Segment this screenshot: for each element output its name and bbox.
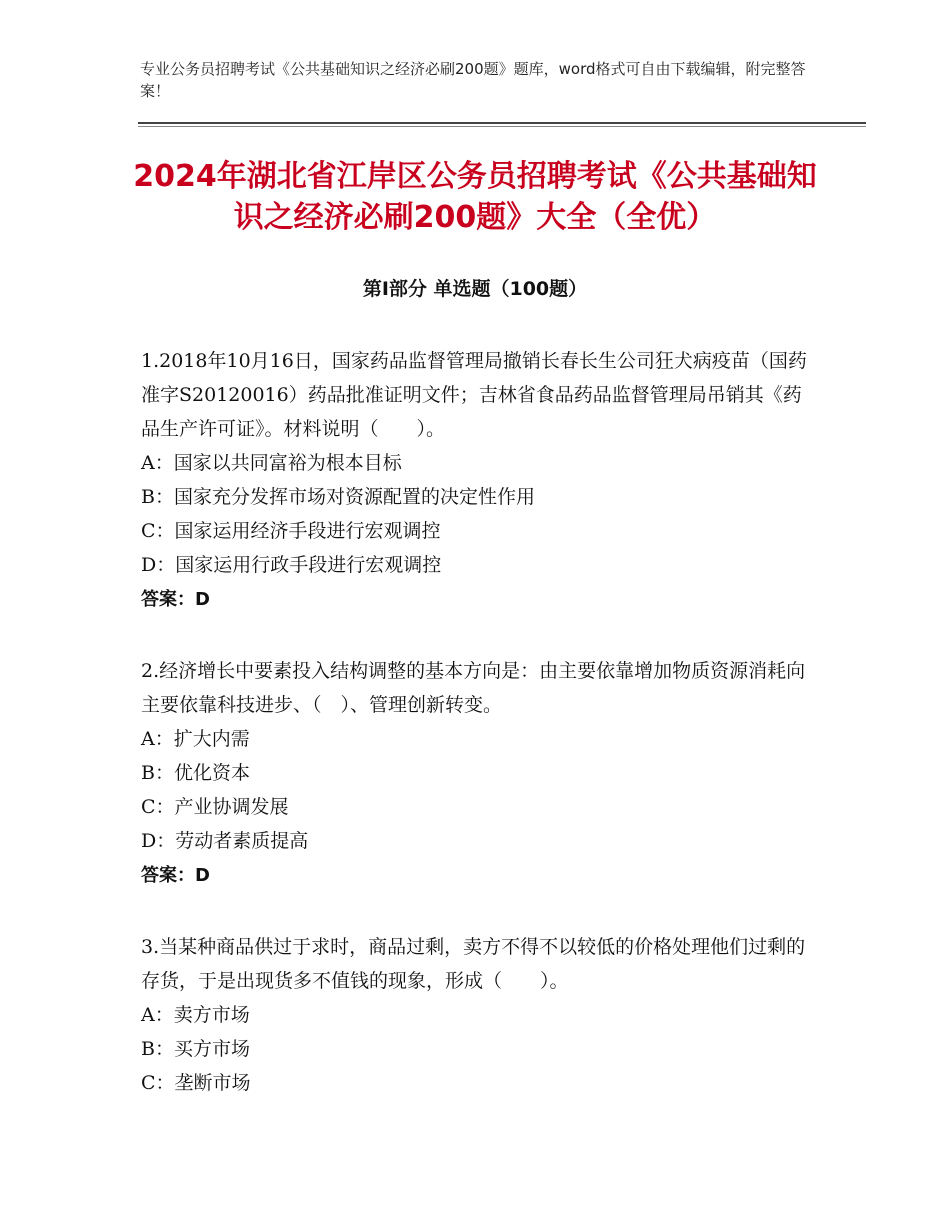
header-note: 专业公务员招聘考试《公共基础知识之经济必刷200题》题库，word格式可自由下载编辑，附完整答案！ — [140, 60, 806, 100]
option-c: C：国家运用经济手段进行宏观调控 — [141, 520, 441, 542]
question-2 — [141, 654, 811, 894]
option-d: D：劳动者素质提高 — [141, 830, 309, 852]
option-b: B：国家充分发挥市场对资源配置的决定性作用 — [141, 486, 535, 508]
header-divider-thin — [138, 126, 866, 127]
question-1 — [141, 344, 811, 618]
option-b: B：优化资本 — [141, 762, 250, 784]
question-list — [141, 344, 811, 1136]
answer: 答案：D — [141, 865, 210, 886]
question-stem: 2.经济增长中要素投入结构调整的基本方向是：由主要依靠增加物质资源消耗向主要依靠科技进步、（ ）、管理创新转变。 — [141, 660, 806, 716]
header-divider-thick — [138, 122, 866, 124]
option-a: A：扩大内需 — [141, 728, 250, 750]
option-d: D：国家运用行政手段进行宏观调控 — [141, 554, 442, 576]
document-title: 2024年湖北省江岸区公务员招聘考试《公共基础知识之经济必刷200题》大全（全优） — [133, 159, 817, 235]
section-title: 第Ⅰ部分 单选题（100题） — [362, 278, 588, 300]
option-c: C：产业协调发展 — [141, 796, 289, 818]
question-3 — [141, 930, 811, 1100]
answer: 答案：D — [141, 589, 210, 610]
question-stem: 3.当某种商品供过于求时，商品过剩，卖方不得不以较低的价格处理他们过剩的存货，于是出现货多不值钱的现象，形成（ ）。 — [141, 936, 806, 992]
option-a: A：国家以共同富裕为根本目标 — [141, 452, 402, 474]
question-stem: 1.2018年10月16日，国家药品监督管理局撤销长春长生公司狂犬病疫苗（国药准字S20120016）药品批准证明文件；吉林省食品药品监督管理局吊销其《药品生产许可证》。材料说明（ ）。 — [141, 350, 807, 440]
option-b: B：买方市场 — [141, 1038, 250, 1060]
option-a: A：卖方市场 — [141, 1004, 250, 1026]
option-c: C：垄断市场 — [141, 1072, 251, 1094]
